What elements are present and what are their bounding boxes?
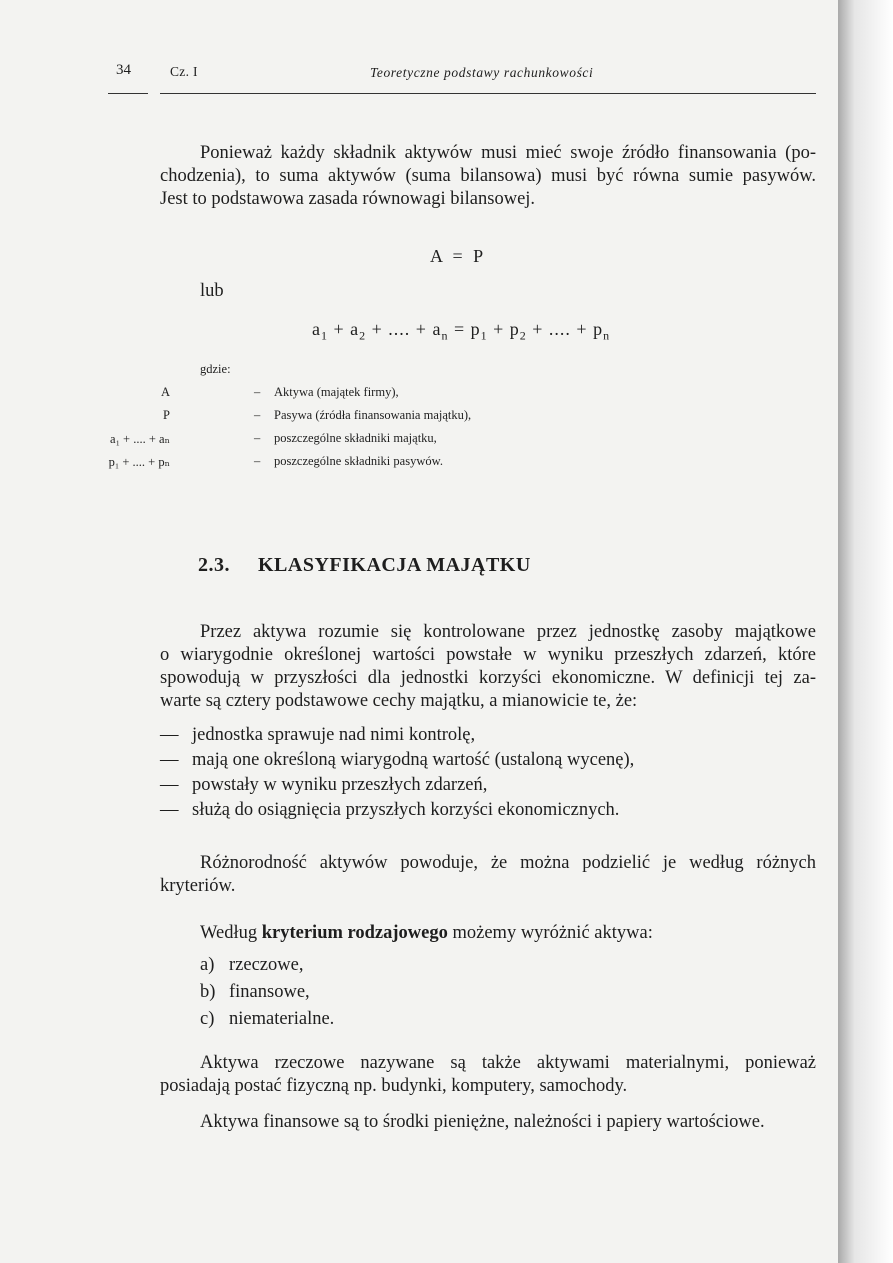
legend-row xyxy=(0,431,838,449)
legend-dash: – xyxy=(254,454,261,468)
paragraph-line: o wiarygodnie określonej wartości powstałe w wyniku przeszłych zdarzeń, które xyxy=(160,645,816,665)
page-number: 34 xyxy=(116,62,131,78)
legend-description: Aktywa (majątek firmy), xyxy=(274,385,399,399)
paragraph-diversity xyxy=(160,852,816,898)
header-rule xyxy=(160,93,816,94)
list-item: — służą do osiągnięcia przyszłych korzyści ekonomicznych. xyxy=(160,800,620,820)
legend-symbol: A xyxy=(160,385,170,399)
paragraph-line: posiadają postać fizyczną np. budynki, komputery, samochody. xyxy=(160,1076,628,1096)
legend-row xyxy=(0,454,838,472)
legend-symbol: p₁ + .... + pₙ xyxy=(108,455,170,469)
equation-expanded: $a_1 + a_2$ + .... + $a_n = p_1 + p_2$ + .... + $p_n$ xyxy=(312,319,611,343)
legend-description: Pasywa (źródła finansowania majątku), xyxy=(274,408,472,422)
paragraph-line: chodzenia), to suma aktywów (suma bilansowa) musi być równa sumie pasywów. xyxy=(160,166,816,186)
legend-dash: – xyxy=(254,408,261,422)
legend-symbol: a₁ + .... + aₙ xyxy=(110,432,170,446)
legend-row xyxy=(0,408,838,426)
legend-description: poszczególne składniki majątku, xyxy=(274,431,437,445)
section-heading xyxy=(198,554,531,577)
scan-edge-shadow xyxy=(838,0,893,1263)
or-label: lub xyxy=(200,281,224,301)
list-item: c) niematerialne. xyxy=(200,1009,335,1029)
paragraph-line: Aktywa rzeczowe nazywane są także aktywami materialnymi, ponieważ xyxy=(200,1053,816,1073)
paragraph-assets-definition xyxy=(160,621,816,713)
legend-dash: – xyxy=(254,431,261,445)
paragraph-line: Ponieważ każdy składnik aktywów musi mieć swoje źródło finansowania (po- xyxy=(200,143,816,163)
where-label: gdzie: xyxy=(200,362,231,376)
running-title: Teoretyczne podstawy rachunkowości xyxy=(370,65,594,80)
paragraph-line: spowodują w przyszłości dla jednostki korzyści ekonomiczne. W definicji tej za- xyxy=(160,668,816,688)
page-number-rule xyxy=(108,93,148,94)
bold-term: kryterium rodzajowego xyxy=(261,923,448,943)
legend-symbol: P xyxy=(163,408,170,422)
paragraph-line: Przez aktywa rozumie się kontrolowane przez jednostkę zasoby majątkowe xyxy=(200,622,816,642)
paragraph-criterion: Według kryterium rodzajowego możemy wyróżnić aktywa: xyxy=(200,923,653,943)
equation-balance: A = P xyxy=(430,246,487,266)
legend-row xyxy=(0,385,838,403)
section-title: KLASYFIKACJA MAJĄTKU xyxy=(258,554,531,576)
paragraph-line: kryteriów. xyxy=(160,876,236,896)
paragraph-tangible-assets xyxy=(160,1052,816,1098)
legend-description: poszczególne składniki pasywów. xyxy=(274,454,443,468)
paragraph-line: warte są cztery podstawowe cechy majątku, a mianowicie te, że: xyxy=(160,691,638,711)
paragraph-line: Jest to podstawowa zasada równowagi bilansowej. xyxy=(160,189,536,209)
list-item: a) rzeczowe, xyxy=(200,955,304,975)
legend-dash: – xyxy=(254,385,261,399)
list-item: — jednostka sprawuje nad nimi kontrolę, xyxy=(160,725,476,745)
section-number: 2.3. xyxy=(198,554,230,576)
paragraph-financial-assets: Aktywa finansowe są to środki pieniężne, należności i papiery wartościowe. xyxy=(200,1112,765,1132)
chapter-label: Cz. I xyxy=(170,64,198,79)
paragraph-line: Różnorodność aktywów powoduje, że można podzielić je według różnych xyxy=(200,853,816,873)
list-item: — powstały w wyniku przeszłych zdarzeń, xyxy=(160,775,488,795)
paragraph-balance-principle xyxy=(160,142,816,211)
list-item: b) finansowe, xyxy=(200,982,310,1002)
list-item: — mają one określoną wiarygodną wartość (ustaloną wycenę), xyxy=(160,750,635,770)
